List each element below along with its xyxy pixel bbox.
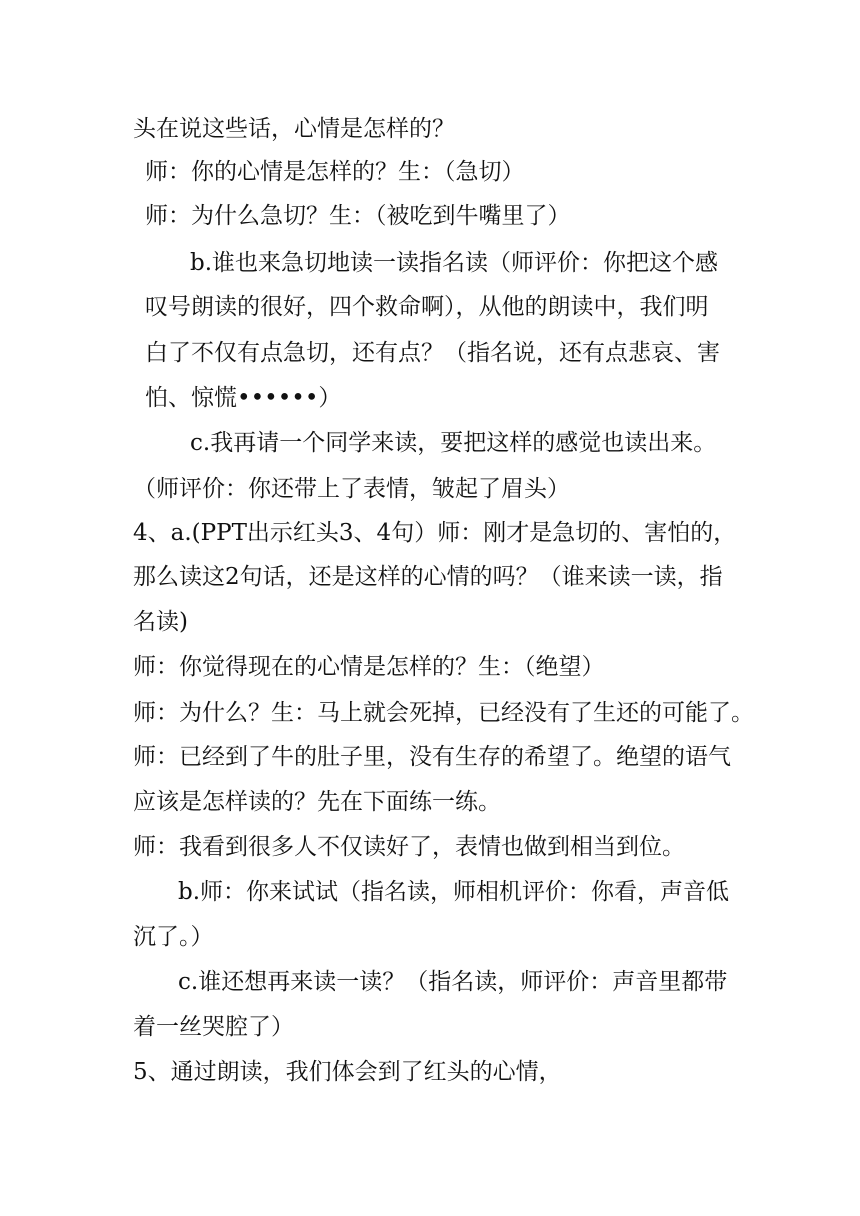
text-line: 5、通过朗读，我们体会到了红头的心情， (133, 1059, 562, 1085)
text-line: 叹号朗读的很好，四个救命啊），从他的朗读中，我们明 (145, 294, 709, 320)
text-line: 应该是怎样读的？先在下面练一练。 (133, 789, 501, 815)
text-line: 师：已经到了牛的肚子里，没有生存的希望了。绝望的语气 (133, 744, 731, 770)
text-line: c.我再请一个同学来读，要把这样的感觉也读出来。 (190, 430, 717, 456)
text-line: 名读) (133, 609, 188, 635)
text-line: 师：为什么？生：马上就会死掉，已经没有了生还的可能了。 (133, 700, 754, 726)
text-line: b.谁也来急切地读一读指名读（师评价：你把这个感 (190, 250, 719, 276)
text-line: 4、a.(PPT出示红头3、4句）师：刚才是急切的、害怕的， (133, 520, 737, 546)
text-line: 师：为什么急切？生：（被吃到牛嘴里了） (145, 203, 571, 229)
text-line: 师：你的心情是怎样的？生：（急切） (145, 159, 525, 185)
text-line: b.师：你来试试（指名读，师相机评价：你看，声音低 (178, 879, 730, 905)
text-line: c.谁还想再来读一读？（指名读，师评价：声音里都带 (178, 969, 728, 995)
text-line: 着一丝哭腔了） (133, 1014, 294, 1040)
text-line: 沉了。） (133, 924, 214, 950)
text-line: （师评价：你还带上了表情，皱起了眉头） (133, 476, 570, 502)
text-line: 头在说这些话，心情是怎样的？ (133, 116, 455, 142)
text-line: 怕、惊慌••••••） (145, 385, 342, 411)
text-line: 那么读这2句话，还是这样的心情的吗？（谁来读一读，指 (133, 564, 723, 590)
text-line: 师：你觉得现在的心情是怎样的？生：（绝望） (133, 654, 605, 680)
text-line: 师：我看到很多人不仅读好了，表情也做到相当到位。 (133, 834, 685, 860)
text-line: 白了不仅有点急切，还有点？（指名说，还有点悲哀、害 (145, 340, 720, 366)
